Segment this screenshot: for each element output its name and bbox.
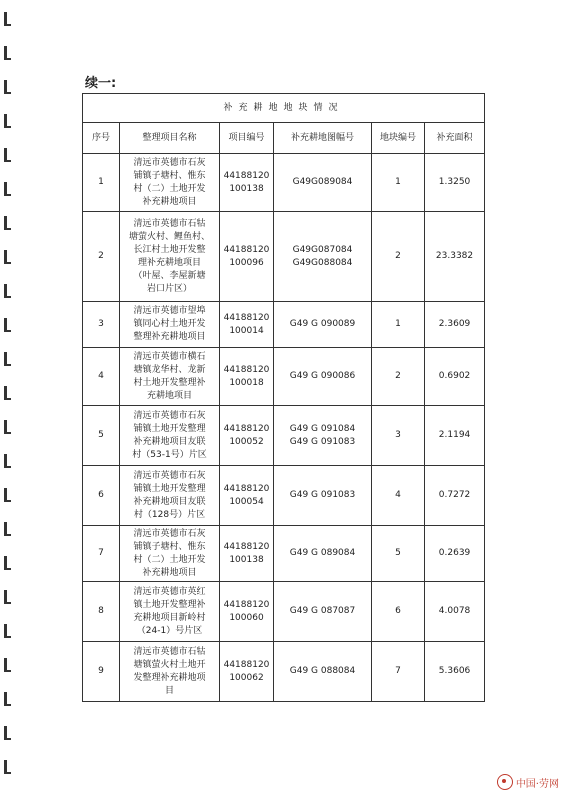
cell-project-code: 44188120 100096 bbox=[220, 212, 274, 302]
cell-plot-no: 1 bbox=[372, 302, 425, 348]
cell-map-sheet: G49G089084 bbox=[274, 154, 372, 212]
table-row bbox=[83, 582, 485, 642]
cell-plot-no: 7 bbox=[372, 642, 425, 702]
cell-project-name: 清远市英德市英红 镇土地开发整理补 充耕地项目新岭村 （24-1）号片区 bbox=[120, 582, 220, 642]
cell-project-name: 清远市英德市石灰 铺镇土地开发整理 补充耕地项目友联 村（53-1号）片区 bbox=[120, 406, 220, 466]
col-header-project-code: 项目编号 bbox=[220, 123, 274, 154]
cell-project-code: 44188120 100014 bbox=[220, 302, 274, 348]
col-header-plot-no: 地块编号 bbox=[372, 123, 425, 154]
plot-table bbox=[82, 93, 485, 702]
cell-map-sheet: G49 G 091083 bbox=[274, 466, 372, 526]
cell-no: 7 bbox=[83, 526, 120, 582]
cell-project-code: 44188120 100062 bbox=[220, 642, 274, 702]
watermark-text: 中国·劳网 bbox=[515, 778, 559, 790]
table-row bbox=[83, 526, 485, 582]
cell-no: 1 bbox=[83, 154, 120, 212]
cell-no: 3 bbox=[83, 302, 120, 348]
cell-project-name: 清远市英德市望埠 镇同心村土地开发 整理补充耕地项目 bbox=[120, 302, 220, 348]
cell-project-code: 44188120 100054 bbox=[220, 466, 274, 526]
cell-project-name: 清远市英德市石牯 塘镇萤火村土地开 发整理补充耕地项 目 bbox=[120, 642, 220, 702]
cell-plot-no: 3 bbox=[372, 406, 425, 466]
cell-map-sheet: G49 G 089084 bbox=[274, 526, 372, 582]
cell-map-sheet: G49 G 090086 bbox=[274, 348, 372, 406]
table-row bbox=[83, 406, 485, 466]
cell-project-name: 清远市英德市石灰 铺镇子塘村、惟东 村（二）土地开发 补充耕地项目 bbox=[120, 154, 220, 212]
table-row bbox=[83, 466, 485, 526]
cell-project-name: 清远市英德市石牯 塘萤火村、鲤鱼村、 长江村土地开发整 理补充耕地项目 （叶屋、李屋新塘 岩口片区） bbox=[120, 212, 220, 302]
cell-no: 9 bbox=[83, 642, 120, 702]
cell-project-code: 44188120 100052 bbox=[220, 406, 274, 466]
cell-area: 2.1194 bbox=[425, 406, 485, 466]
cell-area: 0.2639 bbox=[425, 526, 485, 582]
cell-area: 23.3382 bbox=[425, 212, 485, 302]
cell-map-sheet: G49 G 088084 bbox=[274, 642, 372, 702]
seal-icon bbox=[497, 774, 513, 790]
cell-project-code: 44188120 100138 bbox=[220, 154, 274, 212]
cell-area: 0.7272 bbox=[425, 466, 485, 526]
cell-plot-no: 2 bbox=[372, 212, 425, 302]
cell-plot-no: 6 bbox=[372, 582, 425, 642]
cell-no: 8 bbox=[83, 582, 120, 642]
cell-area: 4.0078 bbox=[425, 582, 485, 642]
continuation-heading: 续一: bbox=[85, 76, 117, 91]
table-row bbox=[83, 348, 485, 406]
col-header-no: 序号 bbox=[83, 123, 120, 154]
table-row bbox=[83, 154, 485, 212]
cell-project-name: 清远市英德市石灰 铺镇土地开发整理 补充耕地项目友联 村（128号）片区 bbox=[120, 466, 220, 526]
cell-no: 6 bbox=[83, 466, 120, 526]
table-row bbox=[83, 642, 485, 702]
cell-project-name: 清远市英德市石灰 铺镇子塘村、惟东 村（二）土地开发 补充耕地项目 bbox=[120, 526, 220, 582]
cell-project-code: 44188120 100060 bbox=[220, 582, 274, 642]
table-row bbox=[83, 302, 485, 348]
table-row bbox=[83, 212, 485, 302]
cell-map-sheet: G49 G 090089 bbox=[274, 302, 372, 348]
table-header-row bbox=[83, 123, 485, 154]
cell-map-sheet: G49 G 087087 bbox=[274, 582, 372, 642]
cell-no: 4 bbox=[83, 348, 120, 406]
cell-no: 2 bbox=[83, 212, 120, 302]
cell-plot-no: 2 bbox=[372, 348, 425, 406]
binding-marks bbox=[4, 0, 14, 800]
cell-area: 1.3250 bbox=[425, 154, 485, 212]
cell-map-sheet: G49G087084 G49G088084 bbox=[274, 212, 372, 302]
watermark bbox=[497, 774, 559, 790]
cell-area: 0.6902 bbox=[425, 348, 485, 406]
table-title: 补充耕地地块情况 bbox=[83, 94, 485, 123]
cell-plot-no: 4 bbox=[372, 466, 425, 526]
cell-project-code: 44188120 100018 bbox=[220, 348, 274, 406]
cell-area: 5.3606 bbox=[425, 642, 485, 702]
cell-plot-no: 5 bbox=[372, 526, 425, 582]
cell-no: 5 bbox=[83, 406, 120, 466]
col-header-map-sheet: 补充耕地图幅号 bbox=[274, 123, 372, 154]
col-header-project-name: 整理项目名称 bbox=[120, 123, 220, 154]
cell-project-code: 44188120 100138 bbox=[220, 526, 274, 582]
cell-map-sheet: G49 G 091084 G49 G 091083 bbox=[274, 406, 372, 466]
col-header-area: 补充面积 bbox=[425, 123, 485, 154]
cell-plot-no: 1 bbox=[372, 154, 425, 212]
cell-area: 2.3609 bbox=[425, 302, 485, 348]
cell-project-name: 清远市英德市横石 塘镇龙华村、龙新 村土地开发整理补 充耕地项目 bbox=[120, 348, 220, 406]
